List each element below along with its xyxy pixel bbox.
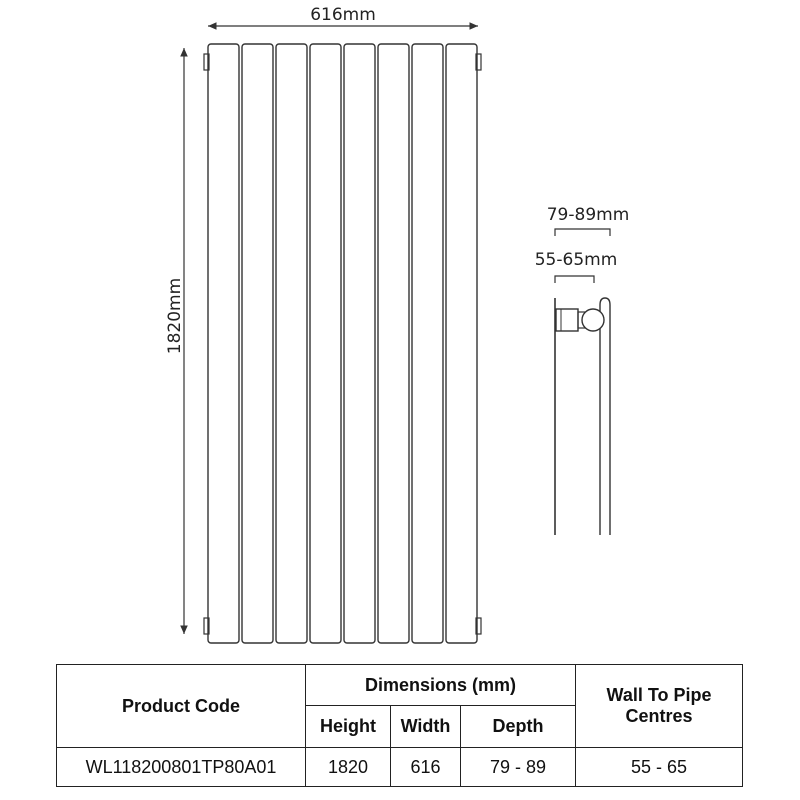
radiator-side-view: [555, 298, 610, 535]
depth-header: Depth: [461, 706, 576, 748]
height-label: 1820mm: [165, 277, 185, 355]
width-label: 616mm: [310, 5, 376, 25]
radiator-panel: [446, 44, 477, 643]
depth-outer-bracket: [555, 229, 610, 236]
radiator-panel: [208, 44, 239, 643]
table-row: [57, 748, 743, 787]
height-header: Height: [306, 706, 391, 748]
wall-to-pipe-cell: 55 - 65: [576, 748, 743, 787]
wall-to-pipe-header: [576, 665, 743, 748]
radiator-panel: [344, 44, 375, 643]
radiator-panel: [242, 44, 273, 643]
depth-cell: 79 - 89: [461, 748, 576, 787]
depth-inner-label: 55-65mm: [534, 250, 618, 270]
pipe-circle: [582, 309, 604, 331]
radiator-panel: [310, 44, 341, 643]
width-cell: 616: [391, 748, 461, 787]
height-cell: 1820: [306, 748, 391, 787]
product-code-header: Product Code: [57, 665, 306, 748]
depth-inner-bracket: [555, 276, 594, 283]
radiator-panels: [208, 44, 477, 643]
width-header: Width: [391, 706, 461, 748]
depth-outer-label: 79-89mm: [546, 205, 630, 225]
wall-to-pipe-header-line2: Centres: [625, 706, 693, 726]
radiator-panel: [276, 44, 307, 643]
wall-to-pipe-header-line1: Wall To Pipe: [606, 685, 712, 705]
product-code-cell: WL118200801TP80A01: [57, 748, 306, 787]
wall-bracket: [556, 309, 578, 331]
radiator-panel: [378, 44, 409, 643]
specification-table: [56, 664, 743, 787]
radiator-panel: [412, 44, 443, 643]
dimensions-header: Dimensions (mm): [306, 665, 576, 706]
